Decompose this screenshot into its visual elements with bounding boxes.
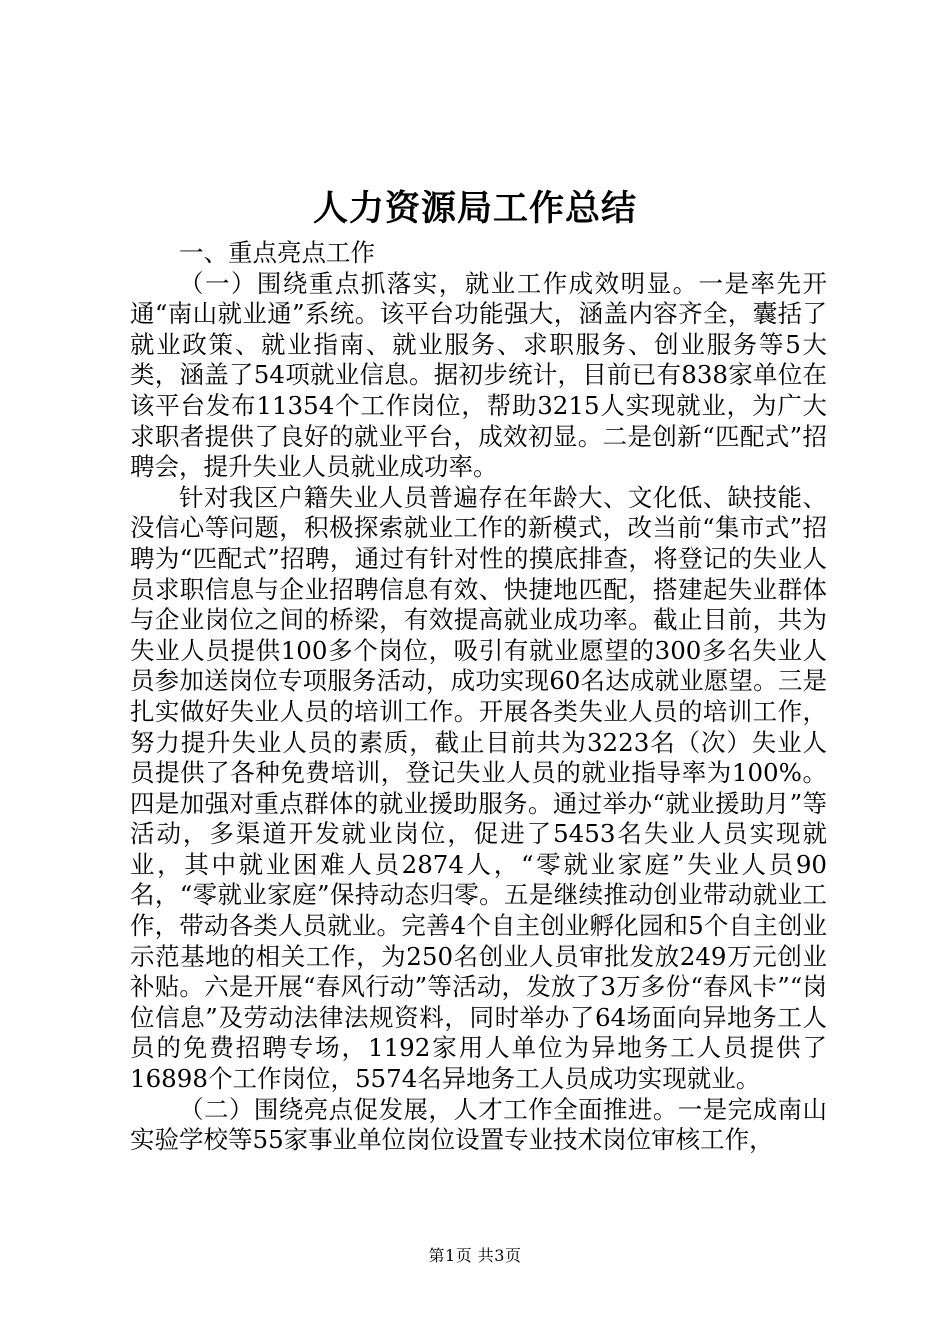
page-number-footer: 第1页 共3页	[428, 1246, 522, 1265]
body-paragraph: （二）围绕亮点促发展，人才工作全面推进。一是完成南山实验学校等55家事业单位岗位设置专业技术岗位审核工作，	[130, 1094, 827, 1155]
section-heading: 一、重点亮点工作	[179, 238, 375, 267]
document-body	[130, 238, 827, 1156]
document-title: 人力资源局工作总结	[312, 188, 637, 229]
body-paragraph: （一）围绕重点抓落实，就业工作成效明显。一是率先开通“南山就业通”系统。该平台功能强大，涵盖内容齐全，囊括了就业政策、就业指南、就业服务、求职服务、创业服务等5大类，涵盖了54项就业信息。据初步统计，目前已有838家单位在该平台发布11354个工作岗位，帮助3215人实现就业，为广大求职者提供了良好的就业平台，成效初显。二是创新“匹配式”招聘会，提升失业人员就业成功率。	[130, 268, 827, 482]
body-paragraph: 针对我区户籍失业人员普遍存在年龄大、文化低、缺技能、没信心等问题，积极探索就业工作的新模式，改当前“集市式”招聘为“匹配式”招聘，通过有针对性的摸底排查，将登记的失业人员求职信息与企业招聘信息有效、快捷地匹配，搭建起失业群体与企业岗位之间的桥梁，有效提高就业成功率。截止目前，共为失业人员提供100多个岗位，吸引有就业愿望的300多名失业人员参加送岗位专项服务活动，成功实现60名达成就业愿望。三是扎实做好失业人员的培训工作。开展各类失业人员的培训工作，努力提升失业人员的素质，截止目前共为3223名（次）失业人员提供了各种免费培训，登记失业人员的就业指导率为100%。四是加强对重点群体的就业援助服务。通过举办“就业援助月”等活动，多渠道开发就业岗位，促进了5453名失业人员实现就业，其中就业困难人员2874人，“零就业家庭”失业人员90名，“零就业家庭”保持动态归零。五是继续推动创业带动就业工作，带动各类人员就业。完善4个自主创业孵化园和5个自主创业示范基地的相关工作，为250名创业人员审批发放249万元创业补贴。六是开展“春风行动”等活动，发放了3万多份“春风卡”“岗位信息”及劳动法律法规资料，同时举办了64场面向异地务工人员的免费招聘专场，1192家用人单位为异地务工人员提供了16898个工作岗位，5574名异地务工人员成功实现就业。	[130, 482, 827, 1094]
